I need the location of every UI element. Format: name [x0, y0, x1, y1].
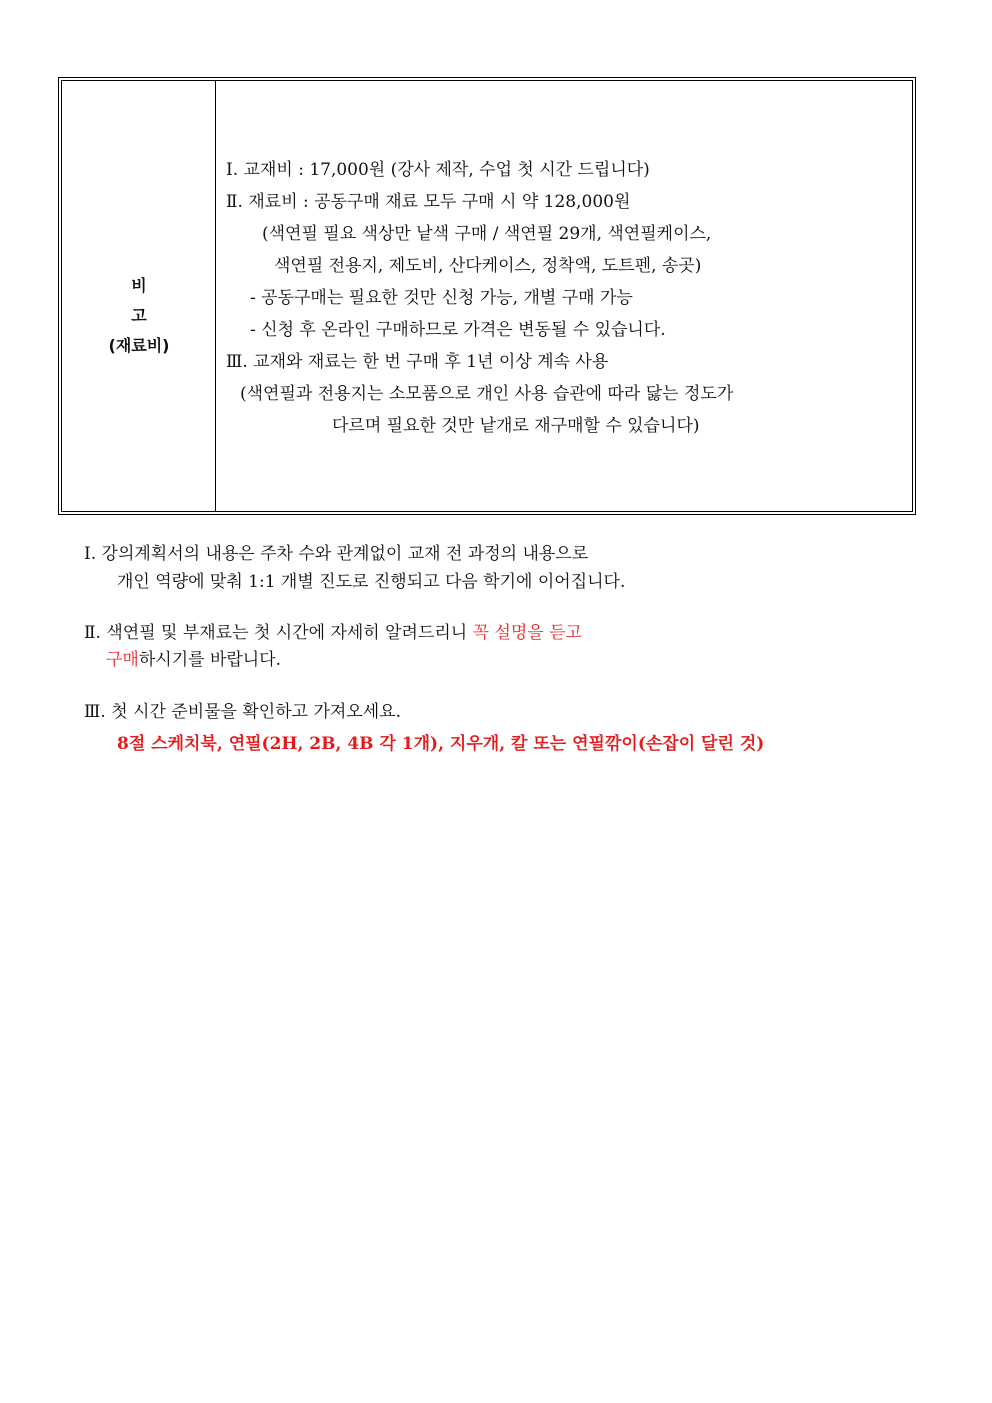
note-2-emphasis-cont: 구매	[106, 650, 139, 670]
table-line-9: 다르며 필요한 것만 낱개로 재구매할 수 있습니다)	[332, 416, 700, 436]
table-label-cell	[62, 81, 216, 511]
table-line-3: (색연필 필요 색상만 낱색 구매 / 색연필 29개, 색연필케이스,	[262, 224, 712, 244]
label-remarks: 비 고	[131, 276, 186, 325]
note-2-line-1	[84, 622, 582, 644]
table-line-4: 색연필 전용지, 제도비, 산다케이스, 정착액, 도트펜, 송곳)	[274, 256, 702, 276]
note-3-line-1: Ⅲ. 첫 시간 준비물을 확인하고 가져오세요.	[84, 702, 401, 722]
table-content-cell	[222, 81, 912, 511]
note-1-line-2: 개인 역량에 맞춰 1:1 개별 진도로 진행되고 다음 학기에 이어집니다.	[117, 572, 626, 592]
note-2-text-cont: 하시기를 바랍니다.	[138, 650, 282, 670]
materials-table	[58, 77, 916, 515]
note-2-emphasis: 꼭 설명을 듣고	[472, 623, 582, 643]
label-material-cost: (재료비)	[108, 336, 170, 355]
note-2-line-2	[106, 649, 281, 671]
table-line-1: Ⅰ. 교재비 : 17,000원 (강사 제작, 수업 첫 시간 드립니다)	[226, 160, 650, 180]
table-line-2: Ⅱ. 재료비 : 공동구매 재료 모두 구매 시 약 128,000원	[226, 192, 631, 212]
supplies-list: 8절 스케치북, 연필(2H, 2B, 4B 각 1개), 지우개, 칼 또는 연필깎이(손잡이 달린 것)	[117, 734, 765, 754]
table-line-6: - 신청 후 온라인 구매하므로 가격은 변동될 수 있습니다.	[250, 320, 666, 340]
table-line-7: Ⅲ. 교재와 재료는 한 번 구매 후 1년 이상 계속 사용	[226, 352, 609, 372]
note-2-text: Ⅱ. 색연필 및 부재료는 첫 시간에 자세히 알려드리니	[84, 623, 473, 643]
note-1-line-1: Ⅰ. 강의계획서의 내용은 주차 수와 관계없이 교재 전 과정의 내용으로	[84, 544, 589, 564]
table-line-5: - 공동구매는 필요한 것만 신청 가능, 개별 구매 가능	[250, 288, 633, 308]
table-label	[62, 271, 216, 361]
table-line-8: (색연필과 전용지는 소모품으로 개인 사용 습관에 따라 닳는 정도가	[240, 384, 734, 404]
